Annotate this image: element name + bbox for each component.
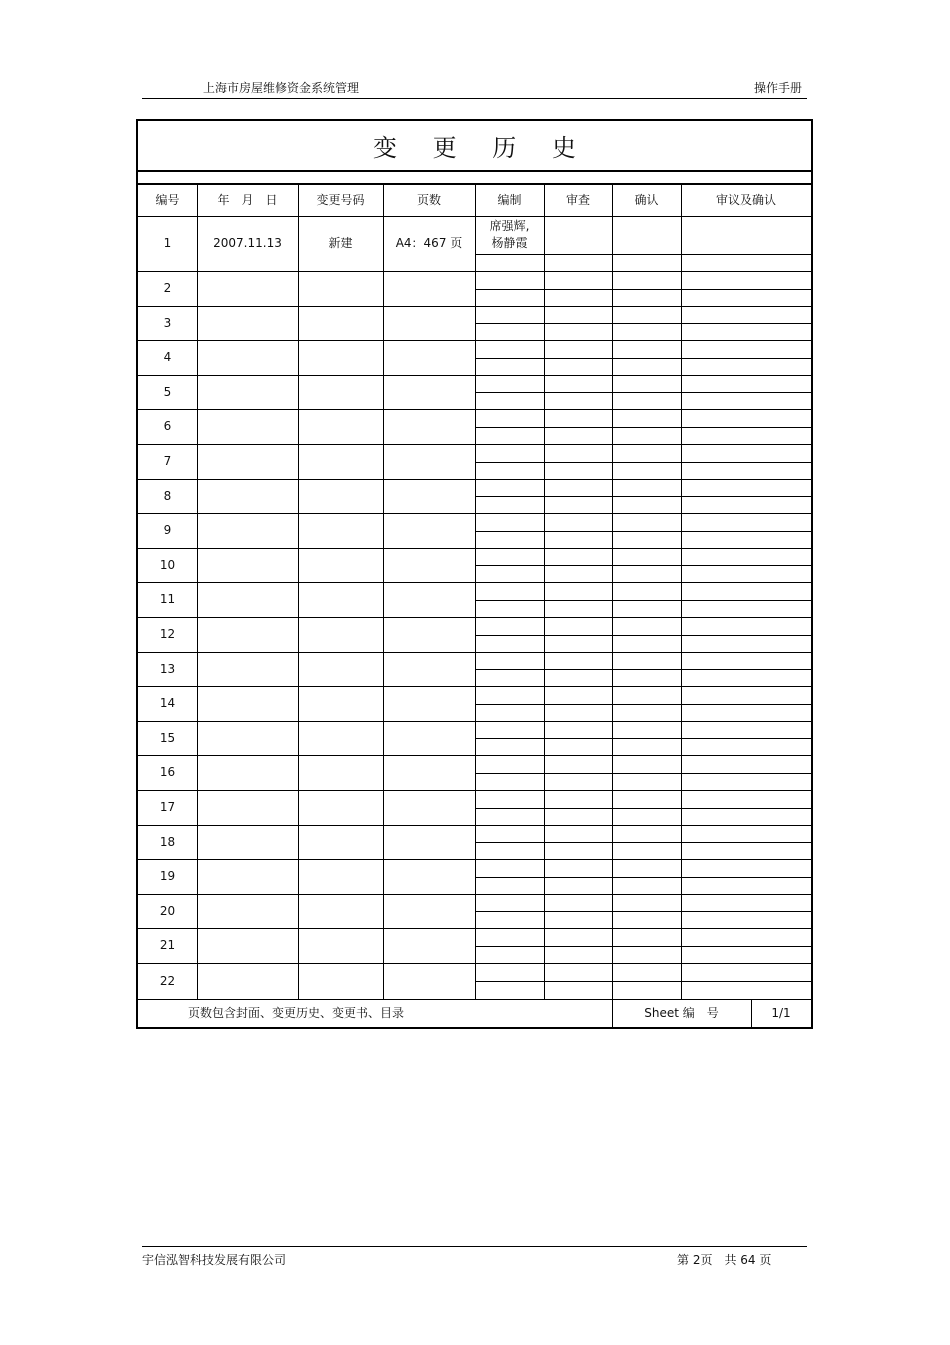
sheet-number-value: 1/1 (771, 1005, 791, 1020)
row-subdivider (475, 946, 811, 947)
table-cell-no: 13 (159, 661, 176, 676)
table-cell-date: 2007.11.13 (213, 236, 282, 250)
row-divider (138, 686, 811, 687)
table-cell-no: 21 (159, 938, 176, 952)
table-cell-change-no: 新建 (328, 236, 353, 250)
row-divider (138, 548, 811, 549)
footer-page-info: 第 2页 共 64 页 (677, 1253, 772, 1267)
column-header-col-no: 编号 (155, 193, 180, 207)
row-divider (138, 928, 811, 929)
table-cell-author: 席强辉, 杨静霞 (489, 219, 530, 250)
table-cell-no: 4 (163, 350, 172, 364)
row-subdivider (475, 773, 811, 774)
table-cell-no: 3 (163, 315, 172, 330)
table-cell-no: 2 (163, 281, 172, 295)
table-cell-no: 10 (159, 557, 176, 572)
row-divider (138, 271, 811, 272)
table-cell-no: 16 (159, 765, 176, 779)
table-cell-no: 8 (163, 488, 172, 503)
table-cell-no: 1 (163, 236, 172, 250)
row-subdivider (475, 254, 811, 255)
row-subdivider (475, 877, 811, 878)
row-divider (138, 306, 811, 307)
table-cell-no: 14 (159, 696, 176, 710)
table-cell-no: 17 (159, 800, 176, 814)
column-divider (197, 185, 198, 999)
change-history-table (136, 119, 813, 1029)
row-divider (138, 859, 811, 860)
row-divider (138, 409, 811, 410)
row-divider (138, 340, 811, 341)
row-subdivider (475, 911, 811, 912)
header-rule (142, 98, 807, 99)
table-cell-no: 7 (163, 454, 172, 468)
table-cell-no: 9 (163, 523, 172, 537)
row-divider (138, 825, 811, 826)
row-subdivider (475, 289, 811, 290)
column-header-col-date: 年 月 日 (217, 193, 278, 207)
table-cell-no: 5 (163, 384, 172, 399)
row-divider (138, 652, 811, 653)
row-divider (138, 755, 811, 756)
row-subdivider (475, 496, 811, 497)
table-cell-no: 11 (159, 592, 176, 606)
column-divider (383, 185, 384, 999)
column-header-col-change-no: 变更号码 (316, 193, 365, 207)
footer-rule (142, 1246, 807, 1247)
row-subdivider (475, 358, 811, 359)
row-subdivider (475, 531, 811, 532)
row-subdivider (475, 981, 811, 982)
row-subdivider (475, 738, 811, 739)
table-cell-no: 6 (163, 419, 172, 433)
row-subdivider (475, 565, 811, 566)
row-subdivider (475, 808, 811, 809)
page-header-doc-type: 操作手册 (753, 81, 802, 95)
row-subdivider (475, 669, 811, 670)
table-cell-no: 15 (159, 730, 176, 745)
row-subdivider (475, 635, 811, 636)
row-subdivider (475, 392, 811, 393)
column-header-col-approve: 审议及确认 (715, 193, 776, 207)
row-divider (138, 721, 811, 722)
row-subdivider (475, 427, 811, 428)
table-title: 变 更 历 史 (138, 121, 811, 172)
row-subdivider (475, 704, 811, 705)
column-header-col-review: 审查 (565, 193, 590, 207)
row-divider (138, 479, 811, 480)
table-cell-no: 22 (159, 973, 176, 988)
page-header-title: 上海市房屋维修资金系统管理 (203, 81, 360, 95)
row-divider (138, 894, 811, 895)
column-divider (298, 185, 299, 999)
row-divider (138, 582, 811, 583)
page-count-note: 页数包含封面、变更历史、变更书、目录 (188, 1005, 405, 1020)
row-divider (138, 375, 811, 376)
footer-company: 宇信泓智科技发展有限公司 (142, 1253, 287, 1267)
row-divider (138, 963, 811, 964)
row-subdivider (475, 842, 811, 843)
table-cell-no: 12 (159, 627, 176, 641)
table-cell-no: 18 (159, 834, 176, 849)
row-divider (138, 617, 811, 618)
row-divider (138, 790, 811, 791)
row-subdivider (475, 600, 811, 601)
column-header-col-pages: 页数 (416, 193, 441, 207)
row-subdivider (475, 462, 811, 463)
row-subdivider (475, 323, 811, 324)
table-cell-no: 19 (159, 869, 176, 883)
column-header-col-confirm: 确认 (634, 193, 659, 207)
row-divider (138, 513, 811, 514)
column-header-col-author: 编制 (497, 193, 522, 207)
table-cell-no: 20 (159, 903, 176, 918)
sheet-number-label: Sheet 编 号 (644, 1005, 719, 1020)
table-cell-pages: A4：467 页 (395, 236, 463, 250)
row-divider (138, 444, 811, 445)
